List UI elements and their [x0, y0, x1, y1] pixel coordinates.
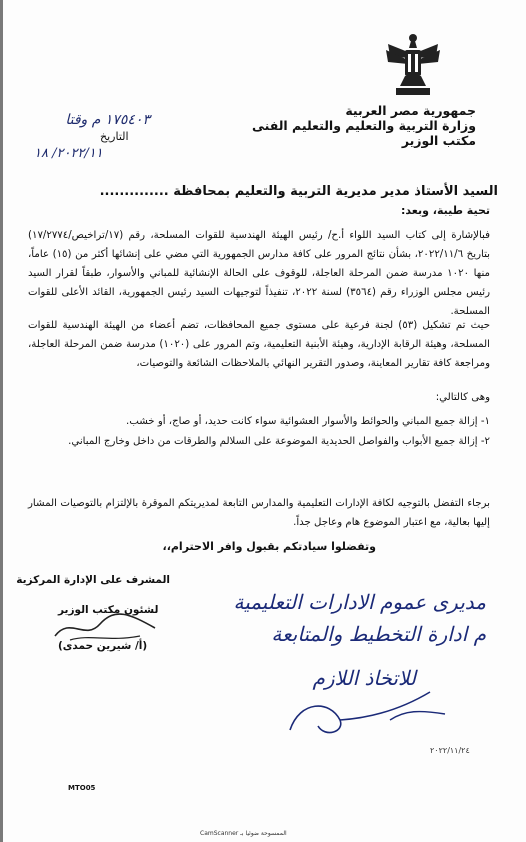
ministry-letterhead [251, 103, 476, 148]
signature-title-2: لشئون مكتب الوزير [58, 604, 159, 616]
recommendation-item-2: ٢- إزالة جميع الأبواب والفواصل الحديدية الموضوعة على السلالم والطرقات من داخل وخارج المباني. [68, 436, 490, 447]
greeting: تحية طيبة، وبعد: [401, 204, 490, 217]
addressee: السيد الأستاذ مدير مديرية التربية والتعليم بمحافظة .............. [99, 184, 498, 199]
handwritten-signature [270, 680, 460, 740]
handwritten-note-line-3: للاتخاذ اللازم [312, 666, 416, 690]
as-follows-label: وهى كالتالي: [435, 392, 490, 403]
signature-block [16, 574, 170, 586]
scanner-footer: CamScanner الممسوحة ضوئيا بـ [200, 830, 287, 837]
letterhead-office: مكتب الوزير [401, 133, 476, 148]
document-code: MTO05 [68, 784, 96, 792]
letterhead-ministry: وزارة التربية والتعليم والتعليم الفنى [251, 118, 476, 133]
recommendation-item-1: ١- إزالة جميع المباني والحوائط والأسوار العشوائية سواء كانت حديد، أو صاج، أو خشب. [125, 416, 490, 427]
scan-edge [0, 0, 3, 842]
handwritten-small-date: ٢٠٢٢/١١/٢٤ [430, 746, 470, 755]
handwritten-note-line-1: مديرى عموم الادارات التعليمية [233, 590, 486, 614]
handwritten-note-line-2: م ادارة التخطيط والمتابعة [271, 622, 486, 646]
date-label: التاريخ [100, 130, 129, 143]
signature-title-1: المشرف على الإدارة المركزية [16, 574, 170, 586]
closing-line: وتفضلوا سيادتكم بقبول وافر الاحترام،، [162, 540, 376, 553]
handwritten-reference-number: ١٧٥٤٠٣ م وقتا [65, 112, 150, 128]
handwritten-date: ٢٠٢٢/١١/ ١٨ [34, 146, 103, 161]
letterhead-country: جمهورية مصر العربية [345, 103, 476, 118]
paragraph-2: حيث تم تشكيل (٥٣) لجنة فرعية على مستوى جميع المحافظات، تضم أعضاء من الهيئة الهندسية للقوات المسلحة، وهيئة الرقابة الإدارية، وهيئة الأبنية التعليمية، وتم المرور على (١٠٢٠) مدرسة ضمن المرحلة العاجلة، ومراجعة كافة تقارير المعاينة، وصدور التقرير النهائي بالملاحظات الشائعة والتوصيات، [28, 320, 490, 369]
paragraph-1: فبالإشارة إلى كتاب السيد اللواء أ.ح/ رئيس الهيئة الهندسية للقوات المسلحة، رقم (١٧/تراخيص/١٧/٢٧٧٤) بتاريخ ٢٠٢٢/١١/٦، بشأن نتائج المرور على كافة مدارس الجمهورية التي مضي على إنشائها أكثر من (١٥) عاماً، منها ١٠٢٠ مدرسة ضمن المرحلة العاجلة، للوقوف على الحالة الإنشائية للمباني والأسوار، طبقاً لقرار السيد رئيس مجلس الوزراء رقم (٣٥٦٤) لسنة ٢٠٢٢، تنفيذاً لتوجيهات السيد رئيس الجمهورية، القائد الأعلى للقوات المسلحة. [28, 230, 490, 317]
eagle-emblem-icon [384, 30, 442, 100]
signatory-name: (أ/ شيرين حمدى) [58, 640, 148, 652]
paragraph-3: برجاء التفضل بالتوجيه لكافة الإدارات التعليمية والمدارس التابعة لمديريتكم الموقرة بالإلتزام بالتوصيات المشار إليها بعالية، مع اعتبار الموضوع هام وعاجل جداً. [28, 498, 490, 528]
